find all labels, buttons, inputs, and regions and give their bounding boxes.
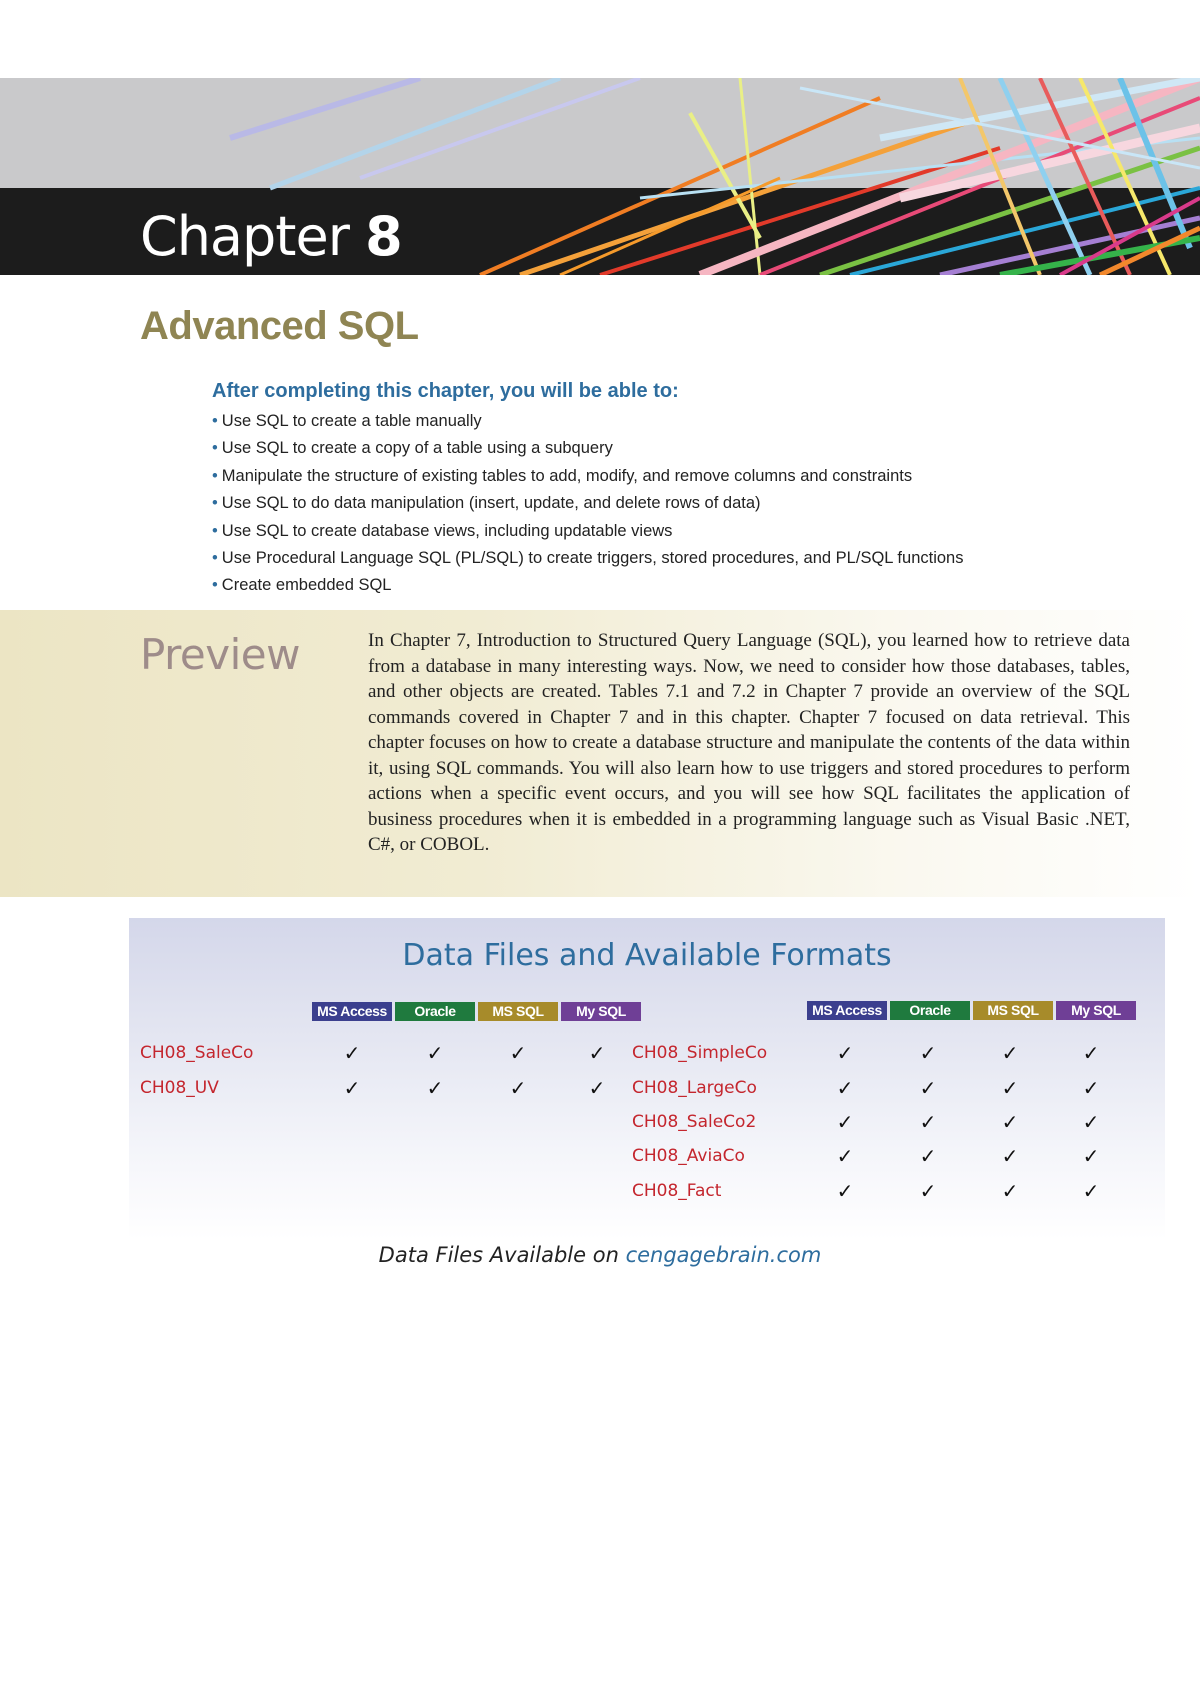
- check-mark-icon: ✓: [426, 1076, 444, 1100]
- learning-objectives: [212, 378, 1112, 600]
- check-mark-icon: ✓: [426, 1041, 444, 1065]
- check-mark-icon: ✓: [1001, 1110, 1019, 1134]
- cengagebrain-link[interactable]: cengagebrain.com: [625, 1243, 822, 1267]
- bullet-icon: •: [212, 412, 218, 430]
- check-mark-icon: ✓: [1082, 1041, 1100, 1065]
- objective-text: Use Procedural Language SQL (PL/SQL) to create triggers, stored procedures, and PL/SQL functions: [221, 549, 964, 568]
- check-mark-icon: ✓: [836, 1144, 854, 1168]
- objective-text: Use SQL to do data manipulation (insert, update, and delete rows of data): [221, 494, 761, 513]
- bullet-icon: •: [212, 494, 218, 513]
- preview-section: [0, 610, 1200, 897]
- objective-item: [212, 572, 1112, 599]
- format-badge-oracle: Oracle: [890, 1001, 970, 1020]
- check-mark-icon: ✓: [836, 1041, 854, 1065]
- check-mark-icon: ✓: [836, 1110, 854, 1134]
- data-file-link[interactable]: CH08_SaleCo: [140, 1043, 254, 1063]
- data-file-link[interactable]: CH08_AviaCo: [632, 1146, 745, 1166]
- format-badge-my-sql: My SQL: [561, 1002, 641, 1021]
- check-mark-icon: ✓: [509, 1041, 527, 1065]
- objective-item: [212, 463, 1112, 490]
- objectives-heading: After completing this chapter, you will be able to:: [212, 380, 679, 402]
- check-mark-icon: ✓: [1082, 1110, 1100, 1134]
- data-files-panel: [129, 918, 1165, 1240]
- check-mark-icon: ✓: [836, 1179, 854, 1203]
- data-file-link[interactable]: CH08_SimpleCo: [632, 1043, 768, 1063]
- check-mark-icon: ✓: [343, 1076, 361, 1100]
- bullet-icon: •: [212, 576, 218, 595]
- check-mark-icon: ✓: [588, 1041, 606, 1065]
- check-mark-icon: ✓: [509, 1076, 527, 1100]
- check-mark-icon: ✓: [919, 1110, 937, 1134]
- objectives-list: [212, 408, 1112, 600]
- check-mark-icon: ✓: [1001, 1144, 1019, 1168]
- objective-item: [212, 545, 1112, 572]
- objective-text: Create embedded SQL: [221, 576, 392, 595]
- check-mark-icon: ✓: [919, 1144, 937, 1168]
- check-mark-icon: ✓: [1082, 1144, 1100, 1168]
- chapter-heading: [140, 205, 402, 268]
- format-badge-ms-sql: MS SQL: [478, 1002, 558, 1021]
- check-mark-icon: ✓: [1082, 1179, 1100, 1203]
- check-mark-icon: ✓: [1082, 1076, 1100, 1100]
- check-mark-icon: ✓: [1001, 1041, 1019, 1065]
- format-badge-my-sql: My SQL: [1056, 1001, 1136, 1020]
- objective-item: [212, 408, 1112, 435]
- check-mark-icon: ✓: [919, 1041, 937, 1065]
- data-file-link[interactable]: CH08_SaleCo2: [632, 1112, 757, 1132]
- check-mark-icon: ✓: [919, 1076, 937, 1100]
- objective-item: [212, 518, 1112, 545]
- data-files-footer: [0, 1243, 1200, 1267]
- objective-text: Use SQL to create a copy of a table using a subquery: [221, 439, 613, 458]
- check-mark-icon: ✓: [343, 1041, 361, 1065]
- objective-text: Use SQL to create a table manually: [221, 412, 482, 430]
- chapter-number: 8: [365, 205, 402, 268]
- objective-item: [212, 490, 1112, 517]
- bullet-icon: •: [212, 521, 218, 540]
- chapter-title: Advanced SQL: [140, 304, 419, 348]
- format-badge-ms-sql: MS SQL: [973, 1001, 1053, 1020]
- bullet-icon: •: [212, 439, 218, 458]
- format-badge-ms-access: MS Access: [807, 1001, 887, 1020]
- preview-paragraph: In Chapter 7, Introduction to Structured Query Language (SQL), you learned how to retrieve data from a database in many interesting ways. Now, we need to consider how those databases, tables, and other objects are created. Tables 7.1 and 7.2 in Chapter 7 provide an overview of the SQL commands covered in Chapter 7 and in this chapter. Chapter 7 focused on data retrieval. This chapter focuses on how to create a database structure and manipulate the contents of the data within it, using SQL commands. You will also learn how to use triggers and stored procedures to perform actions when a specific event occurs, and you will see how SQL facilitates the application of business procedures when it is embedded in a programming language such as Visual Basic .NET, C#, or COBOL.: [368, 630, 1130, 855]
- bullet-icon: •: [212, 549, 218, 568]
- check-mark-icon: ✓: [588, 1076, 606, 1100]
- footer-text: Data Files Available on: [378, 1243, 619, 1267]
- check-mark-icon: ✓: [836, 1076, 854, 1100]
- objective-text: Use SQL to create database views, including updatable views: [221, 521, 673, 540]
- check-mark-icon: ✓: [1001, 1179, 1019, 1203]
- data-files-title: Data Files and Available Formats: [402, 938, 892, 973]
- format-badge-ms-access: MS Access: [312, 1002, 392, 1021]
- check-mark-icon: ✓: [1001, 1076, 1019, 1100]
- chapter-word: Chapter: [140, 205, 349, 268]
- preview-label: Preview: [140, 630, 300, 679]
- data-file-link[interactable]: CH08_LargeCo: [632, 1078, 757, 1098]
- data-file-link[interactable]: CH08_Fact: [632, 1181, 722, 1201]
- objective-item: [212, 435, 1112, 462]
- check-mark-icon: ✓: [919, 1179, 937, 1203]
- data-file-link[interactable]: CH08_UV: [140, 1078, 219, 1098]
- objective-text: Manipulate the structure of existing tables to add, modify, and remove columns and constraints: [221, 466, 913, 485]
- format-badge-oracle: Oracle: [395, 1002, 475, 1021]
- bullet-icon: •: [212, 466, 218, 485]
